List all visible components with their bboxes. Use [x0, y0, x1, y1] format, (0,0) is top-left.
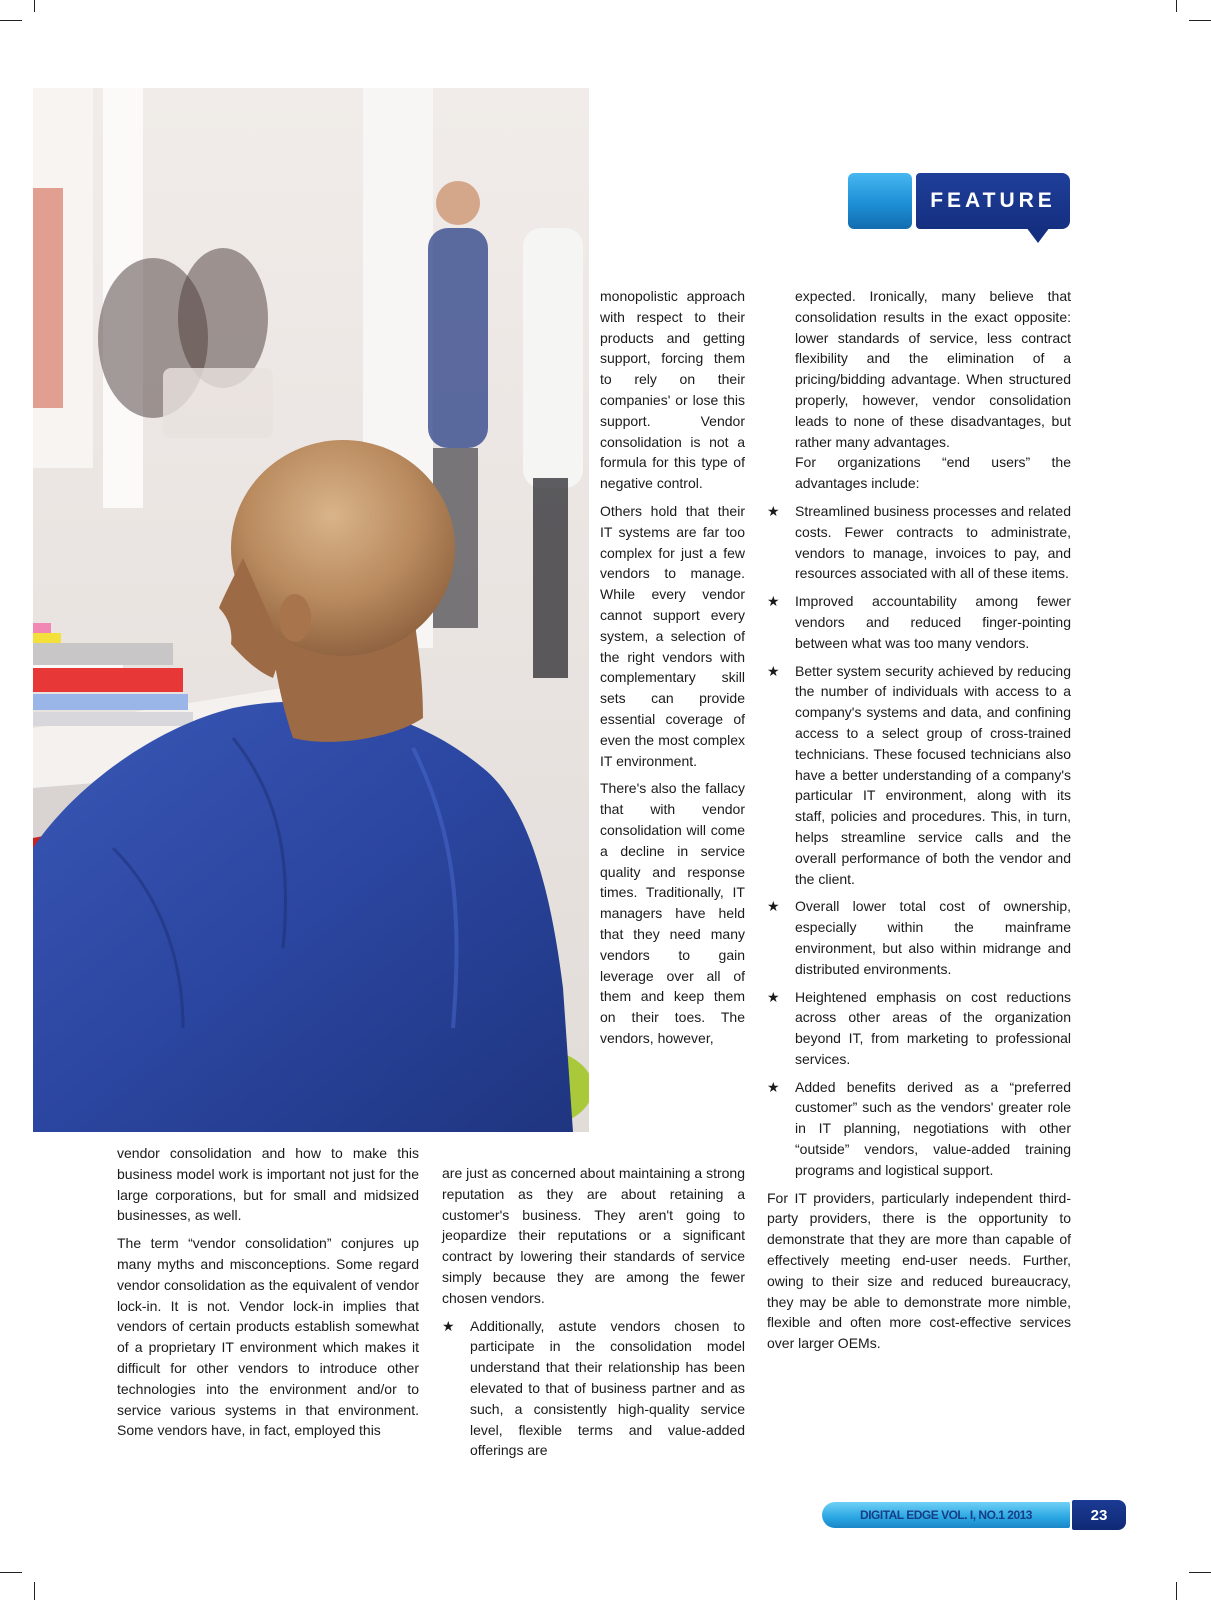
- star-bullet-icon: ★: [442, 1317, 455, 1334]
- paragraph: For IT providers, particularly independent third-party providers, there is the opportunity to demonstrate that they are more than capable of effectively meeting end-user needs. Further, owing to their size and reduced bureaucracy, they may be able to demonstrate more nimble, flexible and often more cost-effective services over larger OEMs.: [767, 1189, 1071, 1352]
- page-footer: [822, 1500, 1124, 1530]
- star-bullet-icon: ★: [767, 502, 780, 519]
- crop-mark: [1176, 0, 1177, 12]
- column-1-bottom: [117, 1143, 419, 1448]
- bullet-item: [767, 591, 1071, 653]
- feature-tab-accent: [848, 173, 912, 229]
- crop-mark: [1189, 1572, 1211, 1573]
- crop-mark: [1189, 20, 1211, 21]
- bullet-text: Streamlined business processes and related costs. Fewer contracts to administrate, vendors to manage, invoices to pay, and resources associated with all of these items.: [795, 502, 1071, 582]
- bullet-item: [767, 987, 1071, 1070]
- bullet-text: Heightened emphasis on cost reductions across other areas of the organization beyond IT, from marketing to professional services.: [795, 988, 1071, 1067]
- page-number: 23: [1072, 1500, 1126, 1530]
- bullet-text: Added benefits derived as a “preferred customer” such as the vendors' greater role in IT planning, negotiations with other “outside” vendors, value-added training programs and logistical support.: [795, 1078, 1071, 1178]
- column-3: [767, 286, 1071, 1361]
- crop-mark: [34, 0, 35, 12]
- bullet-text: Overall lower total cost of ownership, especially within the mainframe environment, but also within midrange and distributed environments.: [795, 898, 1071, 977]
- bullet-item: [767, 1077, 1071, 1181]
- column-2-top: [600, 286, 745, 1056]
- publication-name: DIGITAL EDGE VOL. I, NO.1 2013: [822, 1502, 1070, 1528]
- paragraph: expected. Ironically, many believe that consolidation results in the exact opposite: lower standards of service, less contract flexibility and the elimination of a pricing/bidding advantage. When structured properly, however, vendor consolidation leads to none of these disadvantages, but rather many advantages.: [795, 288, 1071, 450]
- feature-label: FEATURE: [916, 173, 1070, 229]
- star-bullet-icon: ★: [767, 988, 780, 1005]
- bullet-item: [767, 501, 1071, 584]
- article-photo: [33, 88, 589, 1132]
- bullet-text: Improved accountability among fewer vendors and reduced finger-pointing between what was too many vendors.: [795, 593, 1071, 651]
- star-bullet-icon: ★: [767, 662, 780, 679]
- paragraph: are just as concerned about maintaining a strong reputation as they are about retaining a customer's business. They aren't going to jeopardize their reputations or a significant contract by lowering their standards of service simply because they are among the fewer chosen vendors.: [442, 1165, 745, 1306]
- column-2-bottom: [442, 1163, 745, 1468]
- paragraph: There's also the fallacy that with vendor consolidation will come a decline in service quality and response times. Traditionally, IT managers have held that they need many vendors to gain leverage over all of them and keep them on their toes. The vendors, however,: [600, 780, 745, 1046]
- crop-mark: [34, 1582, 35, 1600]
- bullet-text: Additionally, astute vendors chosen to participate in the consolidation model understand that their relationship has been elevated to that of business partner and as such, a consistently high-quality service level, flexible terms and value-added offerings are: [470, 1317, 745, 1459]
- crop-mark: [0, 1572, 22, 1573]
- bullet-text: Better system security achieved by reducing the number of individuals with access to a company's systems and data, and confining access to a select group of cross-trained technicians. These focused technicians also have a better understanding of a company's particular IT environment, along with its staff, policies and procedures. This, in turn, helps streamline service calls and the overall performance of both the vendor and the client.: [795, 662, 1071, 887]
- crop-mark: [1176, 1582, 1177, 1600]
- bullet-item: [767, 661, 1071, 890]
- paragraph: vendor consolidation and how to make this business model work is important not just for the large corporations, but for small and midsized businesses, as well.: [117, 1145, 419, 1224]
- crop-mark: [0, 20, 22, 21]
- bullet-item: [767, 896, 1071, 979]
- paragraph: The term “vendor consolidation” conjures up many myths and misconceptions. Some regard vendor consolidation as the equivalent of vendor lock-in. It is not. Vendor lock-in implies that vendors of certain products establish somewhat of a proprietary IT environment which makes it difficult for other vendors to introduce other technologies into the environment and/or to service various systems in that environment. Some vendors have, in fact, employed this: [117, 1235, 419, 1439]
- star-bullet-icon: ★: [767, 593, 780, 610]
- star-bullet-icon: ★: [767, 898, 780, 915]
- feature-header-tag: [848, 173, 1070, 229]
- star-bullet-icon: ★: [767, 1078, 780, 1095]
- paragraph: Others hold that their IT systems are far too complex for just a few vendors to manage. While every vendor cannot support every system, a selection of the right vendors with complementary skill sets can provide essential coverage of even the most complex IT environment.: [600, 502, 745, 769]
- paragraph: For organizations “end users” the advantages include:: [795, 454, 1071, 492]
- bullet-item: [442, 1316, 745, 1462]
- feature-pointer: [1026, 227, 1050, 243]
- paragraph: monopolistic approach with respect to their products and getting support, forcing them to rely on their companies' or lose this support. Vendor consolidation is not a formula for this type of negative control.: [600, 288, 745, 492]
